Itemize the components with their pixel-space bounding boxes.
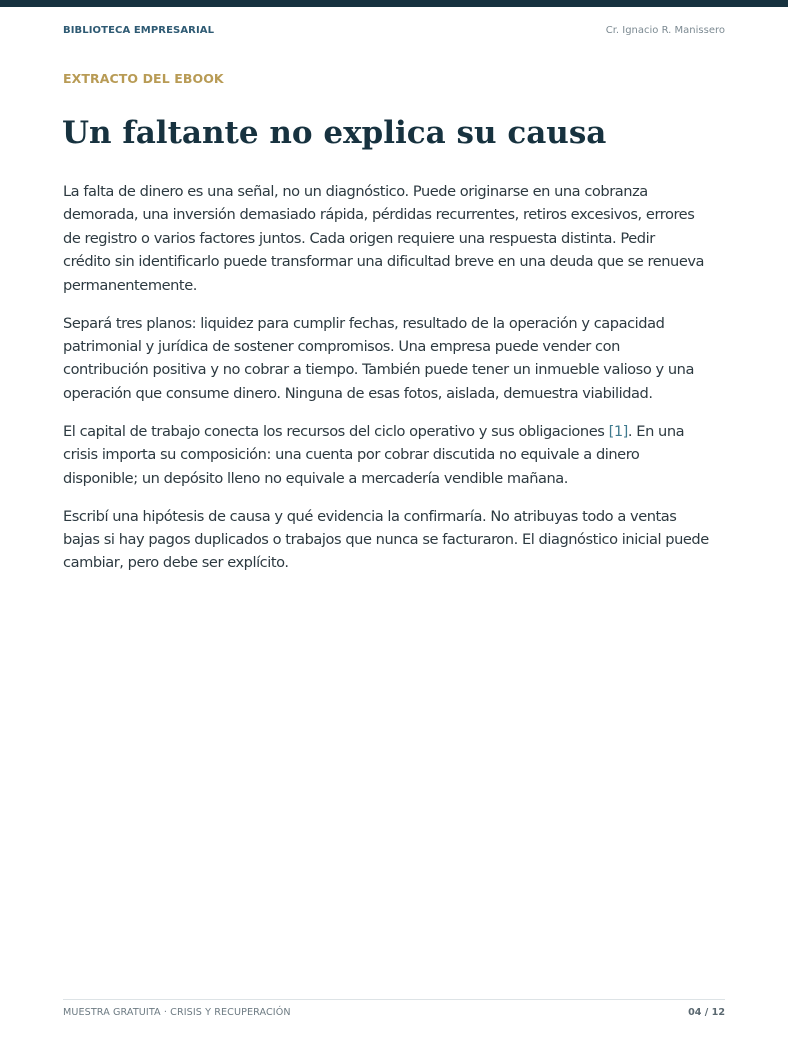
text-segment: El capital de trabajo conecta los recursos del ciclo operativo y sus obligaciones [63, 422, 609, 440]
citation-link[interactable]: [1] [608, 422, 628, 440]
page-title: Un faltante no explica su causa [62, 115, 607, 151]
text-line: permanentemente. [63, 276, 197, 294]
text-segment: . En una [627, 422, 685, 440]
publication-brand: BIBLIOTECA EMPRESARIAL [63, 25, 215, 36]
section-kicker: EXTRACTO DEL EBOOK [63, 71, 224, 86]
author-name: Cr. Ignacio R. Manissero [605, 25, 725, 36]
page-number: 04 / 12 [688, 1007, 725, 1018]
text-line: patrimonial y jurídica de sostener compromisos. Una empresa puede vender con [63, 338, 620, 356]
paragraph [63, 420, 727, 490]
top-accent-bar [0, 0, 788, 7]
text-line: contribución positiva y no cobrar a tiempo. También puede tener un inmueble valioso y una [63, 361, 694, 379]
page-header [63, 25, 725, 39]
text-line: La falta de dinero es una señal, no un diagnóstico. Puede originarse en una cobranza [63, 183, 648, 200]
text-line: disponible; un depósito lleno no equivale a mercadería vendible mañana. [63, 469, 568, 487]
text-line: demorada, una inversión demasiado rápida, pérdidas recurrentes, retiros excesivos, errores [63, 206, 695, 224]
text-line: bajas si hay pagos duplicados o trabajos que nunca se facturaron. El diagnóstico inicial puede [63, 531, 709, 549]
text-line: cambiar, pero debe ser explícito. [63, 554, 289, 572]
text-line: crédito sin identificarlo puede transformar una dificultad breve en una deuda que se renueva [63, 253, 705, 271]
footer-series-label: MUESTRA GRATUITA · CRISIS Y RECUPERACIÓN [63, 1007, 291, 1018]
text-line: operación que consume dinero. Ninguna de esas fotos, aislada, demuestra viabilidad. [63, 384, 653, 402]
paragraph [63, 505, 727, 575]
text-line: Separá tres planos: liquidez para cumplir fechas, resultado de la operación y capacidad [63, 314, 665, 332]
paragraph [63, 180, 727, 297]
paragraph [63, 312, 727, 406]
footer-divider [63, 999, 725, 1000]
text-line: de registro o varios factores juntos. Cada origen requiere una respuesta distinta. Pedir [63, 229, 655, 247]
text-line: Escribí una hipótesis de causa y qué evidencia la confirmaría. No atribuyas todo a ventas [63, 507, 677, 525]
page-footer [63, 1007, 725, 1021]
article-body [63, 180, 727, 589]
text-line: crisis importa su composición: una cuenta por cobrar discutida no equivale a dinero [63, 446, 640, 464]
text-line [63, 420, 727, 443]
